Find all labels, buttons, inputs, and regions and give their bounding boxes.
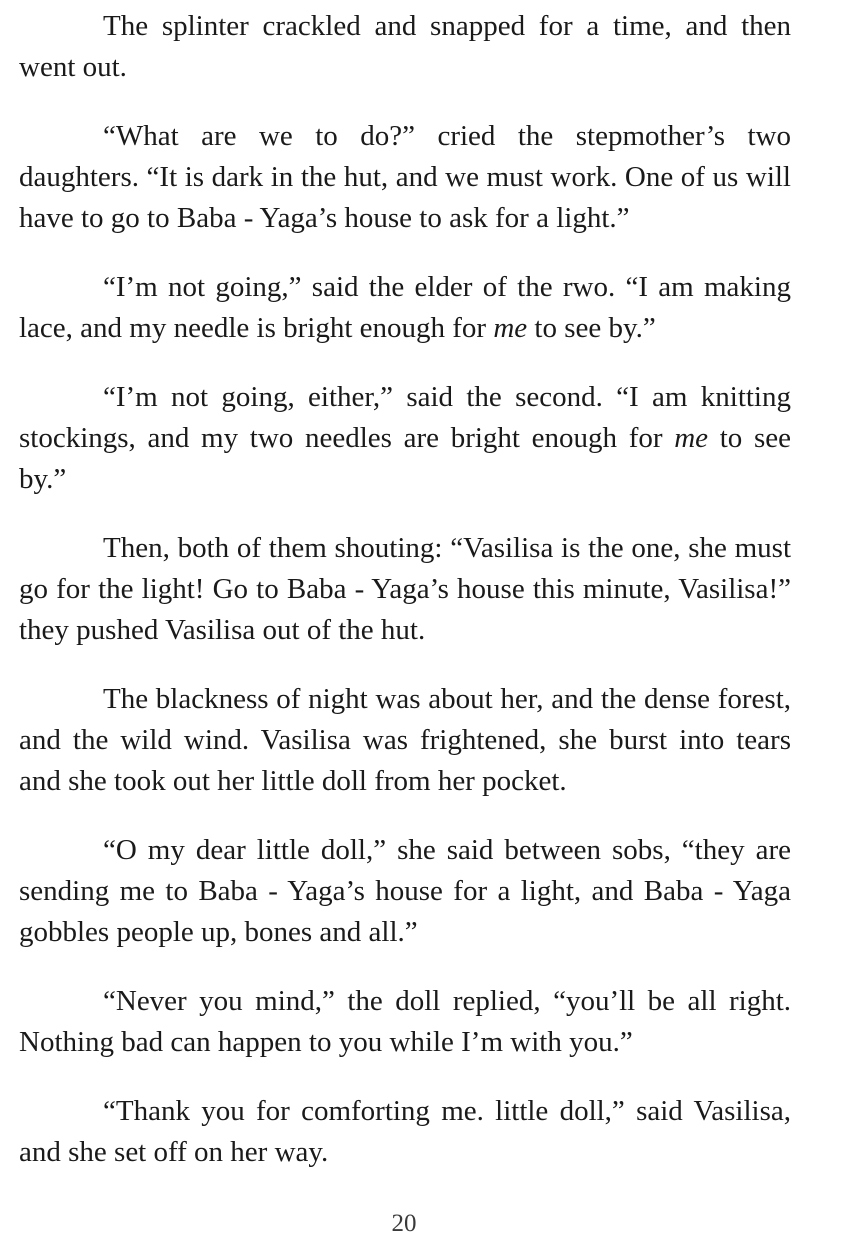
paragraph-4	[19, 377, 791, 500]
paragraph-9: “Thank you for comforting me. little doll,” said Vasilisa, and she set off on her way.	[19, 1095, 791, 1168]
paragraph-3	[19, 267, 791, 349]
paragraph-3-text-after: to see by.”	[527, 312, 656, 344]
paragraph-8: “Never you mind,” the doll replied, “you’ll be all right. Nothing bad can happen to you while I’m with you.”	[19, 985, 791, 1058]
page-number: 20	[391, 1210, 417, 1237]
paragraph-5: Then, both of them shouting: “Vasilisa is the one, she must go for the light! Go to Baba - Yaga’s house this minute, Vasilisa!” they pushed Vasilisa out of the hut.	[19, 532, 791, 646]
paragraph-6: The blackness of night was about her, and the dense forest, and the wild wind. Vasilisa was frightened, she burst into tears and she took out her little doll from her pocket.	[19, 683, 791, 797]
paragraph-4-text-after: to see by.”	[19, 422, 791, 495]
page-body	[19, 6, 791, 1201]
paragraph-3-text-before: “I’m not going,” said the elder of the rwo. “I am making lace, and my needle is bright enough for	[19, 271, 791, 344]
paragraph-4-text-before: “I’m not going, either,” said the second. “I am knitting stockings, and my two needles are bright enough for	[19, 381, 791, 454]
paragraph-1: The splinter crackled and snapped for a time, and then went out.	[19, 10, 791, 83]
paragraph-7: “O my dear little doll,” she said between sobs, “they are sending me to Baba - Yaga’s house for a light, and Baba - Yaga gobbles people up, bones and all.”	[19, 834, 791, 948]
paragraph-4-emphasis: me	[674, 422, 709, 454]
paragraph-2: “What are we to do?” cried the stepmother’s two daughters. “It is dark in the hut, and we must work. One of us will have to go to Baba - Yaga’s house to ask for a light.”	[19, 120, 791, 234]
paragraph-3-emphasis: me	[493, 312, 528, 344]
